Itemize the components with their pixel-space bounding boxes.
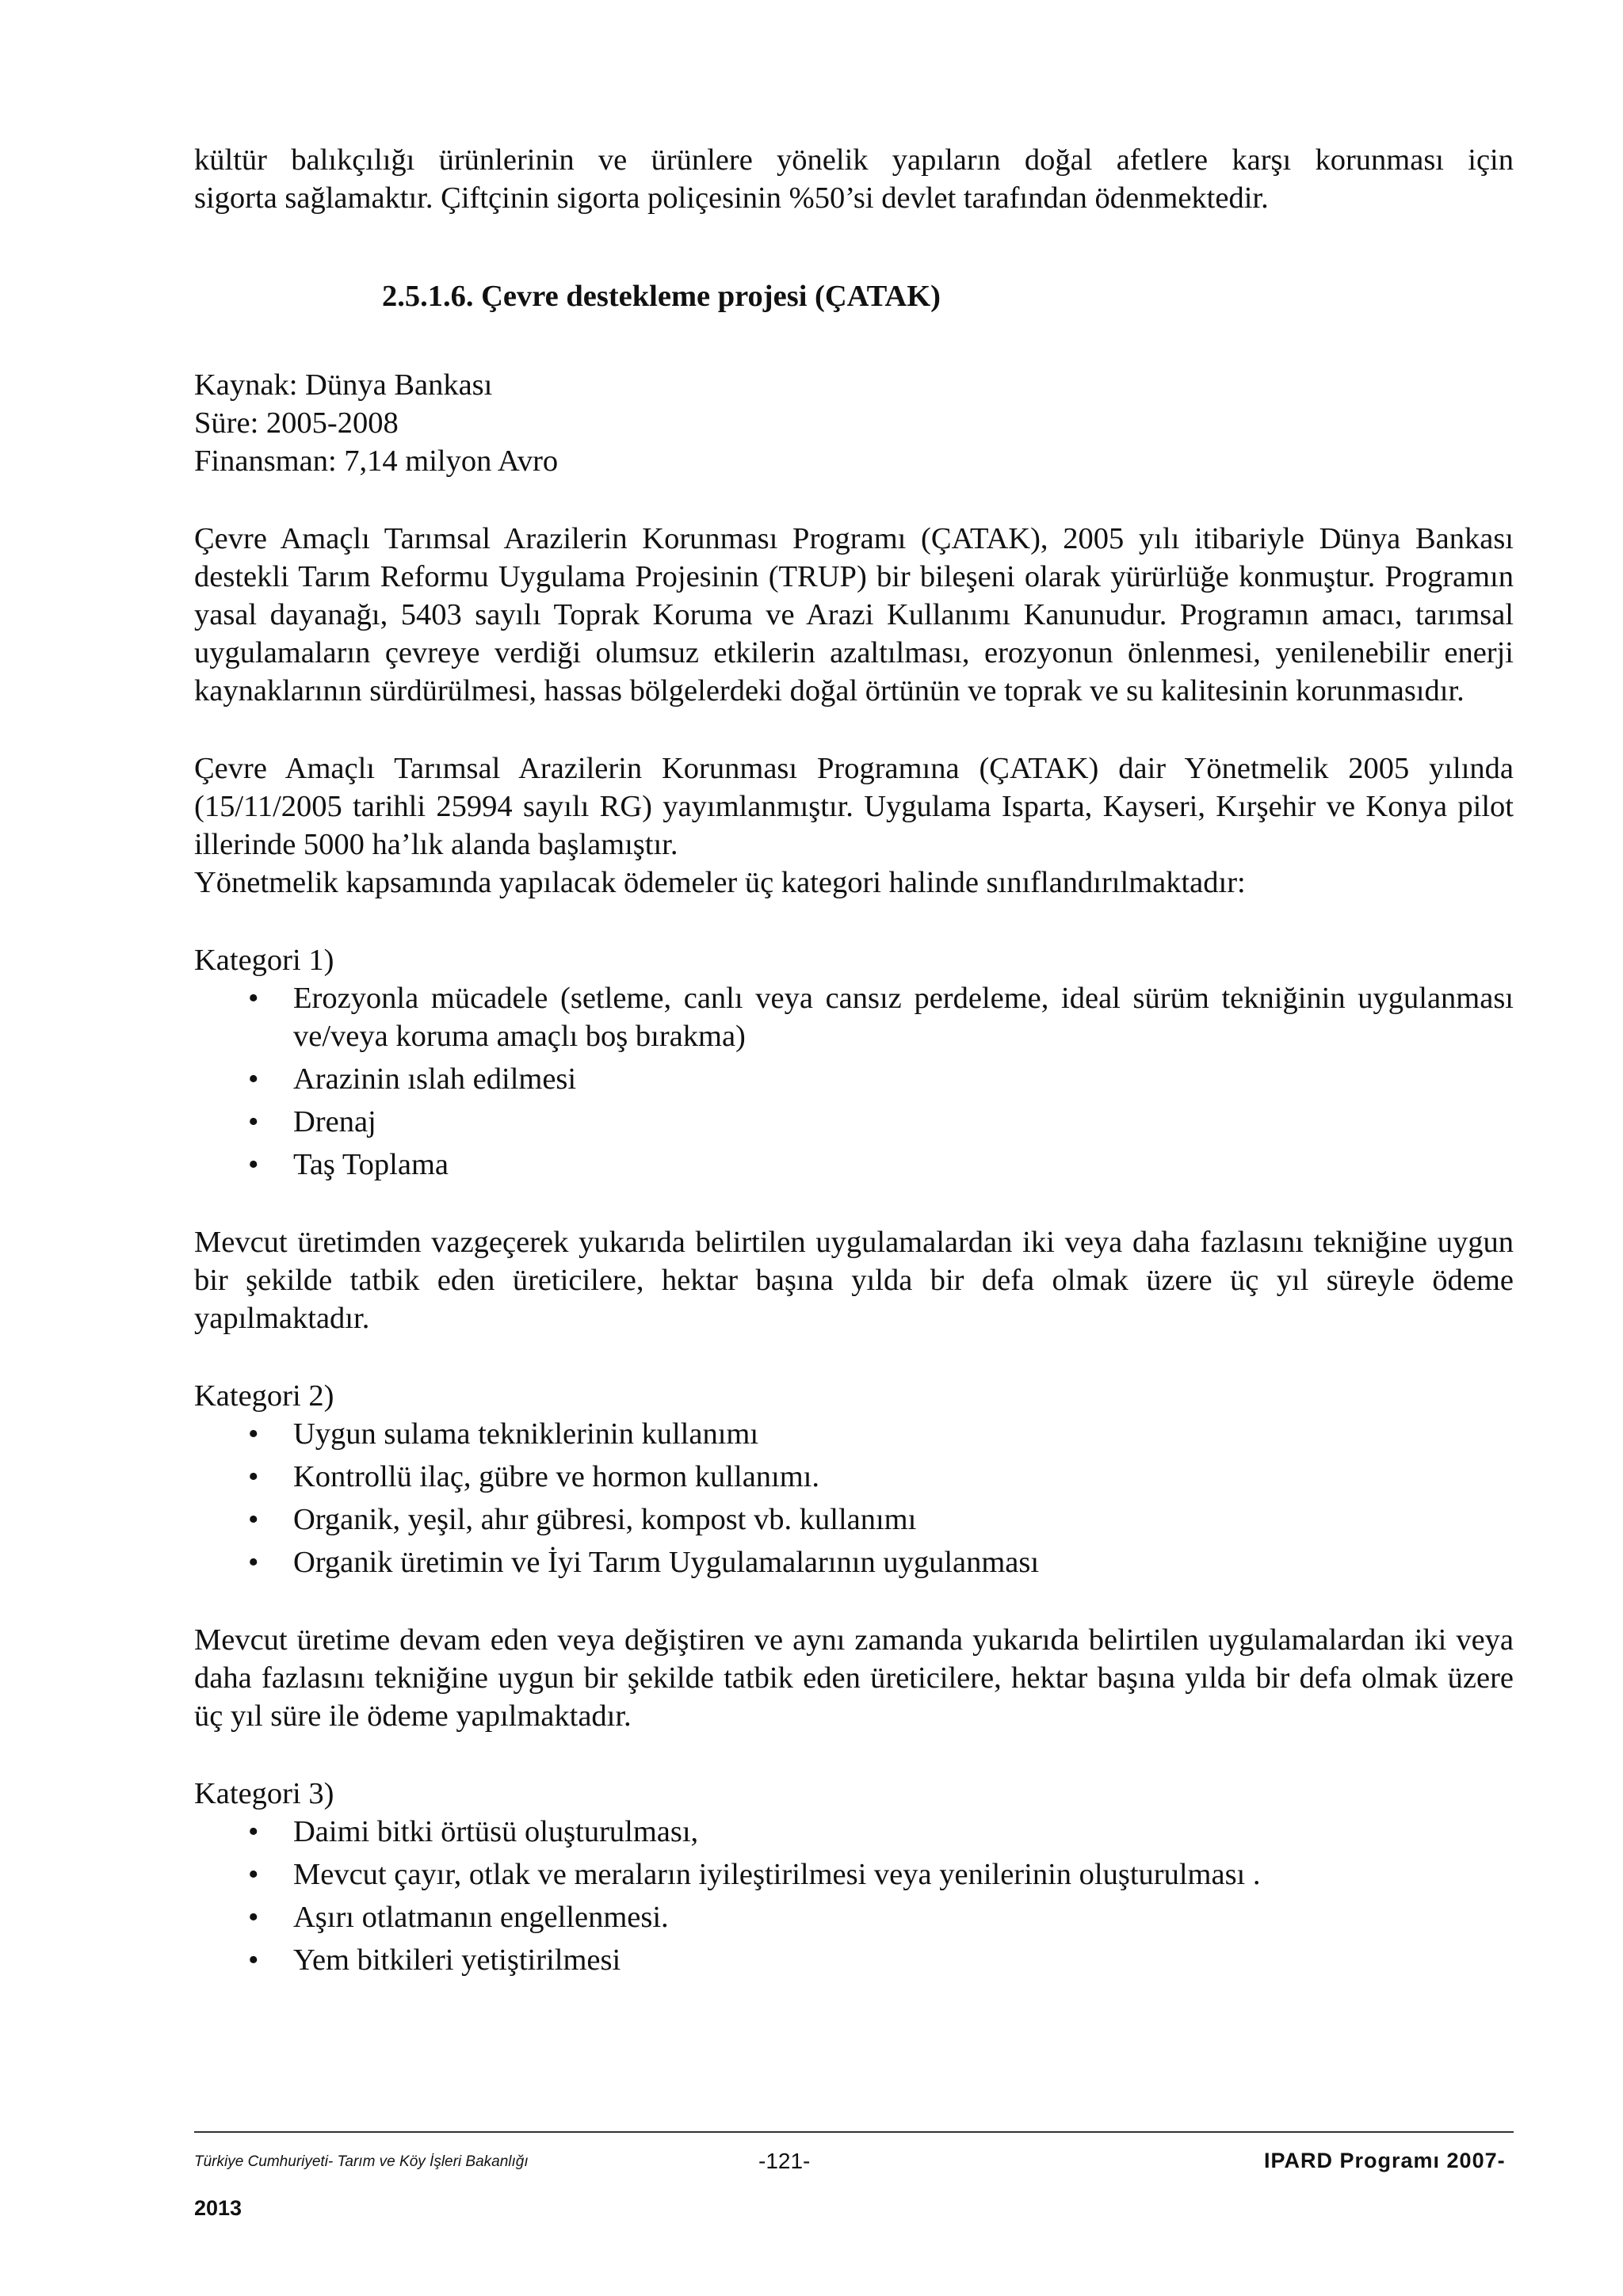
list-item: • Arazinin ıslah edilmesi: [194, 1060, 1514, 1098]
document-body: [194, 141, 1514, 1984]
bullet-icon: •: [248, 1901, 259, 1934]
list-item: • Yem bitkileri yetiştirilmesi: [194, 1941, 1514, 1979]
footer-ministry: Türkiye Cumhuriyeti- Tarım ve Köy İşleri Bakanlığı: [194, 2153, 529, 2170]
list-item: • Aşırı otlatmanın engellenmesi.: [194, 1898, 1514, 1936]
category-title: Kategori 3): [194, 1777, 334, 1810]
bullet-icon: •: [248, 1815, 259, 1848]
list-item: • Erozyonla mücadele (setleme, canlı veya cansız perdeleme, ideal sürüm tekniğinin uygulanması ve/veya koruma amaçlı boş bırakma): [194, 979, 1514, 1055]
category-title: Kategori 2): [194, 1379, 334, 1413]
paragraph-program-description: Çevre Amaçlı Tarımsal Arazilerin Korunması Programı (ÇATAK), 2005 yılı itibariyle Dünya Bankası destekli Tarım Reformu Uygulama Projesinin (TRUP) bir bileşeni olarak yürürlüğe konmuştur. Programın yasal dayanağı, 5403 sayılı Toprak Koruma ve Arazi Kullanımı Kanunudur. Programın amacı, tarımsal uygulamaların çevreye verdiği olumsuz etkilerin azaltılması, erozyonun önlenmesi, yenilenebilir enerji kaynaklarının sürdürülmesi, hassas bölgelerdeki doğal örtünün ve toprak ve su kalitesinin korunmasıdır.: [194, 522, 1514, 707]
section-heading: 2.5.1.6. Çevre destekleme projesi (ÇATAK): [382, 280, 941, 313]
bullet-icon: •: [248, 1062, 259, 1096]
list-item: • Taş Toplama: [194, 1146, 1514, 1184]
list-item: • Organik, yeşil, ahır gübresi, kompost vb. kullanımı: [194, 1501, 1514, 1539]
bullet-icon: •: [248, 1546, 259, 1579]
bullet-icon: •: [248, 1148, 259, 1181]
intro-line-1: kültür balıkçılığı ürünlerinin ve ürünlere yönelik yapıların doğal afetlere karşı korunması için: [194, 143, 1514, 177]
list-item: • Daimi bitki örtüsü oluşturulması,: [194, 1813, 1514, 1851]
bullet-icon: •: [248, 1858, 259, 1891]
category-3: [194, 1775, 1514, 1979]
list-item: • Organik üretimin ve İyi Tarım Uygulamalarının uygulanması: [194, 1543, 1514, 1581]
paragraph-category-2-payment: Mevcut üretime devam eden veya değiştiren ve aynı zamanda yukarıda belirtilen uygulamalardan iki veya daha fazlasını tekniğine uygun bir şekilde tatbik eden üreticilere, hektar başına yılda bir defa olmak üzere üç yıl süre ile ödeme yapılmaktadır.: [194, 1623, 1514, 1733]
category-2-list: [194, 1415, 1514, 1581]
bullet-icon: •: [248, 1417, 259, 1451]
bullet-icon: •: [248, 1460, 259, 1493]
category-title: Kategori 1): [194, 944, 334, 977]
bullet-icon: •: [248, 1105, 259, 1138]
footer-program-year: 2013: [194, 2196, 242, 2220]
meta-duration: Süre: 2005-2008: [194, 406, 399, 440]
category-2: [194, 1377, 1514, 1581]
category-1-list: [194, 979, 1514, 1184]
footer-program-title: IPARD Programı 2007-: [1264, 2149, 1506, 2172]
list-item: • Kontrollü ilaç, gübre ve hormon kullanımı.: [194, 1458, 1514, 1496]
paragraph-regulation: Çevre Amaçlı Tarımsal Arazilerin Korunması Programına (ÇATAK) dair Yönetmelik 2005 yılında (15/11/2005 tarihli 25994 sayılı RG) yayımlanmıştır. Uygulama Isparta, Kayseri, Kırşehir ve Konya pilot illerinde 5000 ha’lık alanda başlamıştır.: [194, 752, 1514, 861]
list-item: • Drenaj: [194, 1103, 1514, 1141]
meta-funding: Finansman: 7,14 milyon Avro: [194, 444, 559, 478]
paragraph-payment-categories: Yönetmelik kapsamında yapılacak ödemeler üç kategori halinde sınıflandırılmaktadır:: [194, 866, 1246, 899]
paragraph-category-1-payment: Mevcut üretimden vazgeçerek yukarıda belirtilen uygulamalardan iki veya daha fazlasını tekniğine uygun bir şekilde tatbik eden üreticilere, hektar başına yılda bir defa olmak üzere üç yıl süreyle ödeme yapılmaktadır.: [194, 1226, 1514, 1335]
page-number: -121-: [758, 2149, 811, 2173]
intro-line-2: sigorta sağlamaktır. Çiftçinin sigorta poliçesinin %50’si devlet tarafından ödenmektedir.: [194, 181, 1269, 215]
category-1: [194, 941, 1514, 1184]
bullet-icon: •: [248, 1943, 259, 1977]
project-meta: [194, 366, 1514, 480]
footer-divider: [194, 2131, 1514, 2133]
bullet-icon: •: [248, 1503, 259, 1536]
list-item: • Mevcut çayır, otlak ve meraların iyileştirilmesi veya yenilerinin oluşturulması .: [194, 1855, 1514, 1894]
category-3-list: [194, 1813, 1514, 1979]
meta-source: Kaynak: Dünya Bankası: [194, 368, 493, 402]
list-item: • Uygun sulama tekniklerinin kullanımı: [194, 1415, 1514, 1453]
bullet-icon: •: [248, 982, 259, 1015]
